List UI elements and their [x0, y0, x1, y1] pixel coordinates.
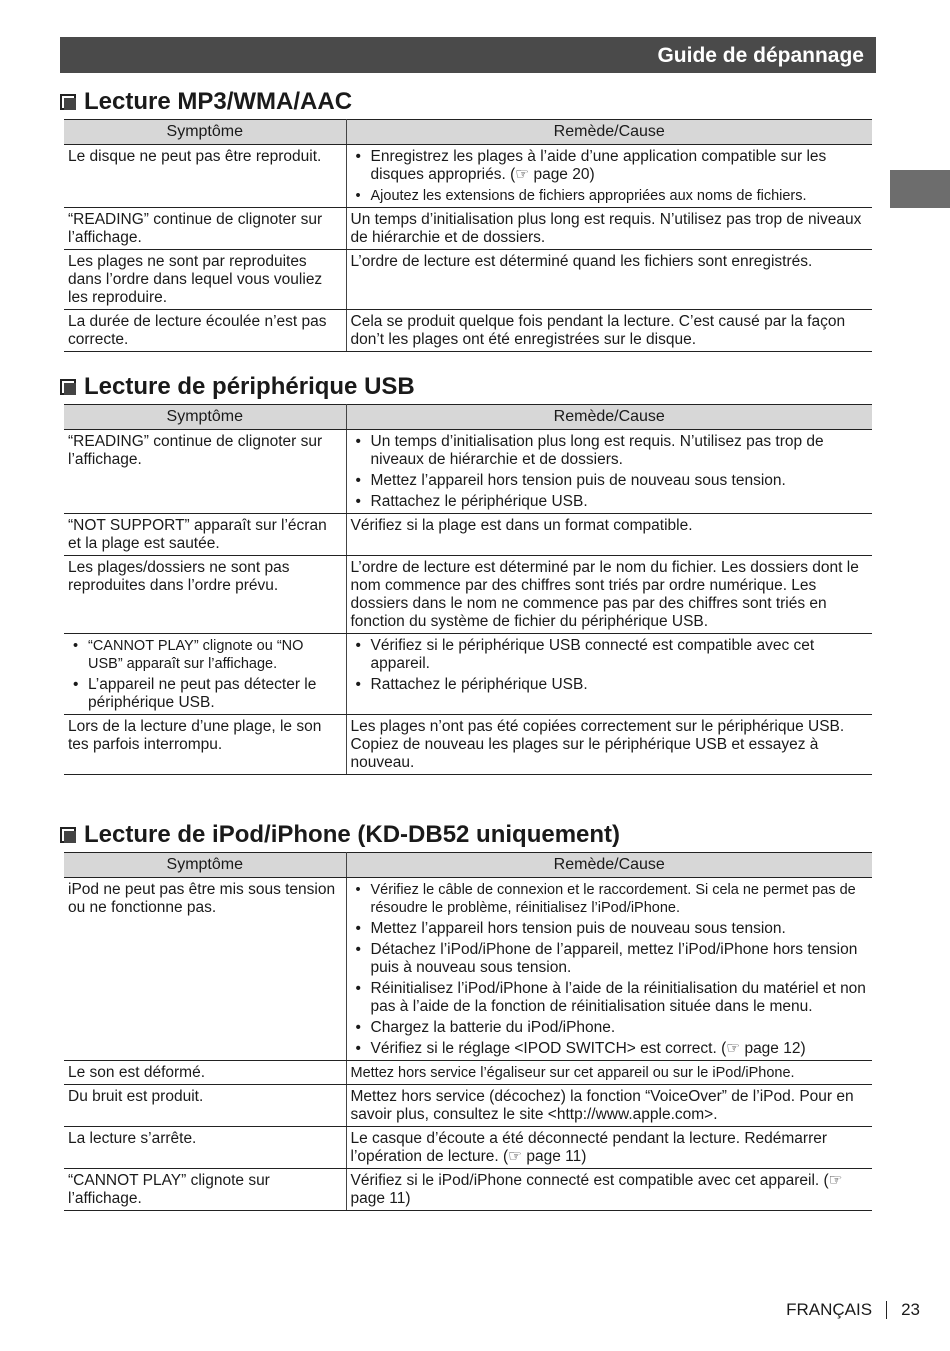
section-heading-mp3 [60, 88, 352, 116]
footer-divider [886, 1301, 887, 1319]
column-header-remedy: Remède/Cause [346, 853, 872, 878]
table-row [64, 208, 872, 250]
page-footer [786, 1300, 920, 1320]
remedy-cell [346, 878, 872, 1061]
column-header-symptom: Symptôme [64, 405, 346, 430]
symptom-cell: “CANNOT PLAY” clignote sur l’affichage. [64, 1169, 346, 1211]
table-row [64, 1127, 872, 1169]
symptom-cell [64, 634, 346, 715]
troubleshooting-table-usb [64, 404, 872, 775]
section-title: Lecture de iPod/iPhone (KD-DB52 uniquement) [84, 821, 621, 848]
remedy-item: • Un temps d’initialisation plus long est requis. N’utilisez pas trop de niveaux de hiérarchie et de dossiers. [351, 433, 869, 469]
troubleshooting-table-ipod [64, 852, 872, 1211]
column-header-symptom: Symptôme [64, 120, 346, 145]
table-row [64, 556, 872, 634]
symptom-cell: Le son est déformé. [64, 1061, 346, 1085]
remedy-cell: Vérifiez si le iPod/iPhone connecté est compatible avec cet appareil. (☞ page 11) [346, 1169, 872, 1211]
remedy-item: • Vérifiez si le réglage <IPOD SWITCH> est correct. (☞ page 12) [351, 1040, 869, 1058]
column-header-remedy: Remède/Cause [346, 405, 872, 430]
remedy-item: • Mettez l’appareil hors tension puis de nouveau sous tension. [351, 472, 869, 490]
remedy-cell: Le casque d’écoute a été déconnecté pendant la lecture. Redémarrer l’opération de lecture. (☞ page 11) [346, 1127, 872, 1169]
symptom-item: • “CANNOT PLAY” clignote ou “NO USB” apparaît sur l’affichage. [68, 637, 342, 673]
remedy-item: • Vérifiez le câble de connexion et le raccordement. Si cela ne permet pas de résoudre le problème, réinitialisez l’iPod/iPhone. [351, 881, 869, 917]
section-heading-usb [60, 373, 415, 401]
remedy-item: • Rattachez le périphérique USB. [351, 493, 869, 511]
table-row [64, 514, 872, 556]
section-tab-marker [890, 170, 950, 208]
remedy-item: • Réinitialisez l’iPod/iPhone à l’aide de la réinitialisation du matériel et non pas à l’aide de la fonction de réinitialisation située dans le menu. [351, 980, 869, 1016]
table-row [64, 430, 872, 514]
square-bullet-icon [60, 827, 76, 843]
symptom-cell: La lecture s’arrête. [64, 1127, 346, 1169]
table-row [64, 145, 872, 208]
remedy-cell: Un temps d’initialisation plus long est requis. N’utilisez pas trop de niveaux de hiérarchie et de dossiers. [346, 208, 872, 250]
symptom-cell: Du bruit est produit. [64, 1085, 346, 1127]
table-row [64, 1061, 872, 1085]
symptom-cell: “READING” continue de clignoter sur l’affichage. [64, 208, 346, 250]
symptom-cell: “NOT SUPPORT” apparaît sur l’écran et la plage est sautée. [64, 514, 346, 556]
symptom-cell: Les plages ne sont par reproduites dans l’ordre dans lequel vous vouliez les reproduire. [64, 250, 346, 310]
footer-language: FRANÇAIS [786, 1300, 873, 1319]
symptom-cell: “READING” continue de clignoter sur l’affichage. [64, 430, 346, 514]
remedy-cell: L’ordre de lecture est déterminé quand les fichiers sont enregistrés. [346, 250, 872, 310]
symptom-cell: iPod ne peut pas être mis sous tension ou ne fonctionne pas. [64, 878, 346, 1061]
table-row [64, 878, 872, 1061]
remedy-cell: Mettez hors service l’égaliseur sur cet appareil ou sur le iPod/iPhone. [346, 1061, 872, 1085]
symptom-cell: Lors de la lecture d’une plage, le son tes parfois interrompu. [64, 715, 346, 775]
remedy-cell: Vérifiez si la plage est dans un format compatible. [346, 514, 872, 556]
remedy-cell: Cela se produit quelque fois pendant la lecture. C’est causé par la façon don’t les plages ont été enregistrées sur le disque. [346, 310, 872, 352]
table-row [64, 715, 872, 775]
remedy-item: • Enregistrez les plages à l’aide d’une application compatible sur les disques appropriés. (☞ page 20) [351, 148, 869, 184]
table-header-row [64, 853, 872, 878]
table-header-row [64, 120, 872, 145]
page-number: 23 [901, 1300, 920, 1319]
table-row [64, 1169, 872, 1211]
column-header-remedy: Remède/Cause [346, 120, 872, 145]
column-header-symptom: Symptôme [64, 853, 346, 878]
square-bullet-icon [60, 379, 76, 395]
section-title: Lecture de périphérique USB [84, 373, 415, 400]
table-row [64, 1085, 872, 1127]
page-header-title: Guide de dépannage [657, 44, 864, 67]
remedy-item: • Ajoutez les extensions de fichiers appropriées aux noms de fichiers. [351, 187, 869, 205]
symptom-cell: La durée de lecture écoulée n’est pas correcte. [64, 310, 346, 352]
remedy-cell [346, 634, 872, 715]
symptom-cell: Les plages/dossiers ne sont pas reproduites dans l’ordre prévu. [64, 556, 346, 634]
table-row [64, 310, 872, 352]
remedy-item: • Vérifiez si le périphérique USB connecté est compatible avec cet appareil. [351, 637, 869, 673]
remedy-item: • Chargez la batterie du iPod/iPhone. [351, 1019, 869, 1037]
symptom-item: • L’appareil ne peut pas détecter le périphérique USB. [68, 676, 342, 712]
remedy-cell: L’ordre de lecture est déterminé par le nom du fichier. Les dossiers dont le nom commence par des chiffres sont triés par ordre numérique. Les dossiers dans le nom ne commence pas par des chiffres sont triés en fonction du système de fichier du périphérique USB. [346, 556, 872, 634]
table-row [64, 250, 872, 310]
square-bullet-icon [60, 94, 76, 110]
remedy-cell [346, 145, 872, 208]
section-title: Lecture MP3/WMA/AAC [84, 88, 353, 115]
remedy-item: • Détachez l’iPod/iPhone de l’appareil, mettez l’iPod/iPhone hors tension puis à nouveau sous tension. [351, 941, 869, 977]
troubleshooting-table-mp3 [64, 119, 872, 352]
table-header-row [64, 405, 872, 430]
symptom-cell: Le disque ne peut pas être reproduit. [64, 145, 346, 208]
remedy-cell: Les plages n’ont pas été copiées correctement sur le périphérique USB. Copiez de nouveau les plages sur le périphérique USB et essayez à nouveau. [346, 715, 872, 775]
remedy-item: • Mettez l’appareil hors tension puis de nouveau sous tension. [351, 920, 869, 938]
remedy-cell: Mettez hors service (décochez) la fonction “VoiceOver” de l’iPod. Pour en savoir plus, consultez le site <http://www.apple.com>. [346, 1085, 872, 1127]
remedy-cell [346, 430, 872, 514]
remedy-item: • Rattachez le périphérique USB. [351, 676, 869, 694]
header-band [60, 37, 876, 73]
section-heading-ipod [60, 821, 620, 849]
table-row [64, 634, 872, 715]
